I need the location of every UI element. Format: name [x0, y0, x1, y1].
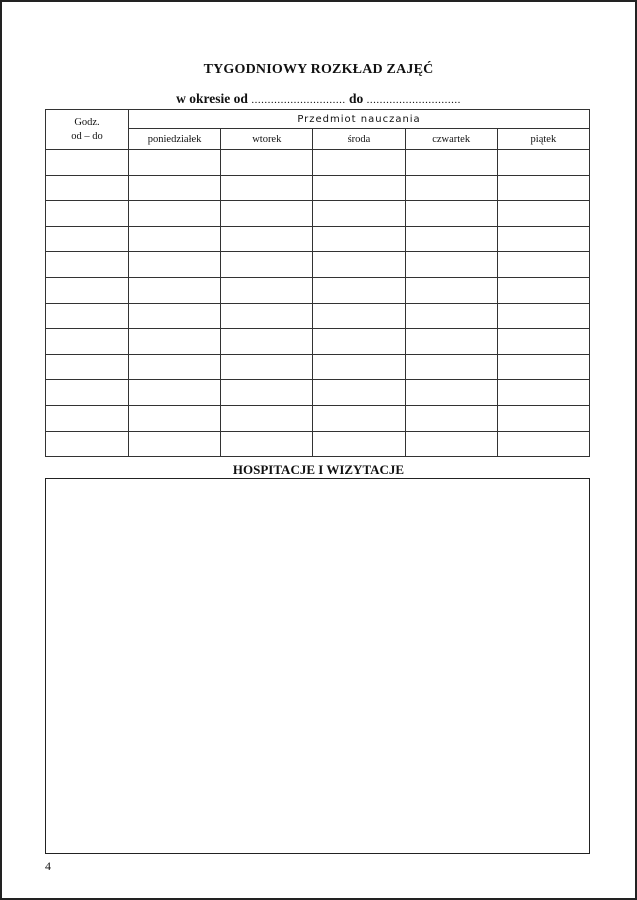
cell-friday[interactable] — [497, 329, 589, 355]
table-row — [46, 150, 590, 176]
cell-friday[interactable] — [497, 405, 589, 431]
table-row — [46, 380, 590, 406]
hours-column-header — [46, 110, 129, 150]
cell-wednesday[interactable] — [313, 175, 405, 201]
table-row — [46, 175, 590, 201]
period-to-label: do — [348, 91, 364, 106]
cell-tuesday[interactable] — [221, 329, 313, 355]
cell-wednesday[interactable] — [313, 226, 405, 252]
cell-hours[interactable] — [46, 252, 129, 278]
cell-thursday[interactable] — [405, 380, 497, 406]
cell-tuesday[interactable] — [221, 252, 313, 278]
cell-friday[interactable] — [497, 431, 589, 457]
cell-thursday[interactable] — [405, 226, 497, 252]
cell-thursday[interactable] — [405, 201, 497, 227]
page-number: 4 — [45, 859, 51, 873]
table-row — [46, 354, 590, 380]
cell-tuesday[interactable] — [221, 201, 313, 227]
section-title: HOSPITACJE I WIZYTACJE — [232, 462, 405, 477]
cell-monday[interactable] — [129, 329, 221, 355]
cell-friday[interactable] — [497, 277, 589, 303]
cell-wednesday[interactable] — [313, 303, 405, 329]
table-row — [46, 252, 590, 278]
cell-tuesday[interactable] — [221, 303, 313, 329]
cell-monday[interactable] — [129, 150, 221, 176]
cell-thursday[interactable] — [405, 354, 497, 380]
cell-hours[interactable] — [46, 226, 129, 252]
cell-wednesday[interactable] — [313, 150, 405, 176]
cell-tuesday[interactable] — [221, 431, 313, 457]
cell-monday[interactable] — [129, 175, 221, 201]
table-row — [46, 329, 590, 355]
period-from-blank: ............................. — [251, 94, 346, 106]
table-row — [46, 277, 590, 303]
cell-tuesday[interactable] — [221, 175, 313, 201]
cell-monday[interactable] — [129, 431, 221, 457]
cell-friday[interactable] — [497, 380, 589, 406]
cell-monday[interactable] — [129, 303, 221, 329]
cell-thursday[interactable] — [405, 175, 497, 201]
cell-monday[interactable] — [129, 252, 221, 278]
cell-thursday[interactable] — [405, 329, 497, 355]
cell-thursday[interactable] — [405, 431, 497, 457]
observations-box[interactable] — [45, 478, 590, 854]
hours-header-line2: od – do — [71, 130, 103, 142]
table-row — [46, 201, 590, 227]
cell-tuesday[interactable] — [221, 226, 313, 252]
cell-friday[interactable] — [497, 303, 589, 329]
period-from-label: w okresie od — [176, 91, 248, 106]
cell-hours[interactable] — [46, 150, 129, 176]
cell-monday[interactable] — [129, 405, 221, 431]
weekly-schedule-table — [45, 109, 590, 457]
table-row — [46, 431, 590, 457]
cell-tuesday[interactable] — [221, 150, 313, 176]
cell-hours[interactable] — [46, 431, 129, 457]
table-row — [46, 405, 590, 431]
cell-thursday[interactable] — [405, 252, 497, 278]
day-header-tuesday: wtorek — [221, 129, 313, 150]
cell-hours[interactable] — [46, 201, 129, 227]
cell-friday[interactable] — [497, 201, 589, 227]
day-header-monday: poniedziałek — [129, 129, 221, 150]
cell-friday[interactable] — [497, 226, 589, 252]
cell-thursday[interactable] — [405, 303, 497, 329]
period-to-blank: ............................. — [366, 94, 461, 106]
cell-monday[interactable] — [129, 380, 221, 406]
cell-friday[interactable] — [497, 354, 589, 380]
cell-wednesday[interactable] — [313, 277, 405, 303]
cell-tuesday[interactable] — [221, 354, 313, 380]
period-line — [0, 91, 637, 107]
cell-hours[interactable] — [46, 329, 129, 355]
day-header-friday: piątek — [497, 129, 589, 150]
cell-wednesday[interactable] — [313, 380, 405, 406]
cell-thursday[interactable] — [405, 405, 497, 431]
page-title: TYGODNIOWY ROZKŁAD ZAJĘĆ — [203, 62, 434, 77]
hours-header-line1: Godz. — [74, 116, 100, 128]
cell-hours[interactable] — [46, 303, 129, 329]
cell-friday[interactable] — [497, 150, 589, 176]
cell-friday[interactable] — [497, 252, 589, 278]
cell-wednesday[interactable] — [313, 431, 405, 457]
cell-tuesday[interactable] — [221, 405, 313, 431]
cell-wednesday[interactable] — [313, 405, 405, 431]
cell-hours[interactable] — [46, 175, 129, 201]
cell-thursday[interactable] — [405, 277, 497, 303]
day-header-thursday: czwartek — [405, 129, 497, 150]
cell-wednesday[interactable] — [313, 252, 405, 278]
cell-friday[interactable] — [497, 175, 589, 201]
cell-wednesday[interactable] — [313, 354, 405, 380]
cell-hours[interactable] — [46, 405, 129, 431]
cell-tuesday[interactable] — [221, 277, 313, 303]
cell-monday[interactable] — [129, 354, 221, 380]
cell-wednesday[interactable] — [313, 201, 405, 227]
cell-wednesday[interactable] — [313, 329, 405, 355]
schedule-body — [46, 150, 590, 457]
cell-monday[interactable] — [129, 277, 221, 303]
table-row — [46, 226, 590, 252]
cell-tuesday[interactable] — [221, 380, 313, 406]
subject-header: Przedmiot nauczania — [129, 110, 590, 129]
cell-monday[interactable] — [129, 226, 221, 252]
cell-hours[interactable] — [46, 354, 129, 380]
cell-hours[interactable] — [46, 380, 129, 406]
table-row — [46, 303, 590, 329]
cell-thursday[interactable] — [405, 150, 497, 176]
cell-monday[interactable] — [129, 201, 221, 227]
cell-hours[interactable] — [46, 277, 129, 303]
day-header-wednesday: środa — [313, 129, 405, 150]
